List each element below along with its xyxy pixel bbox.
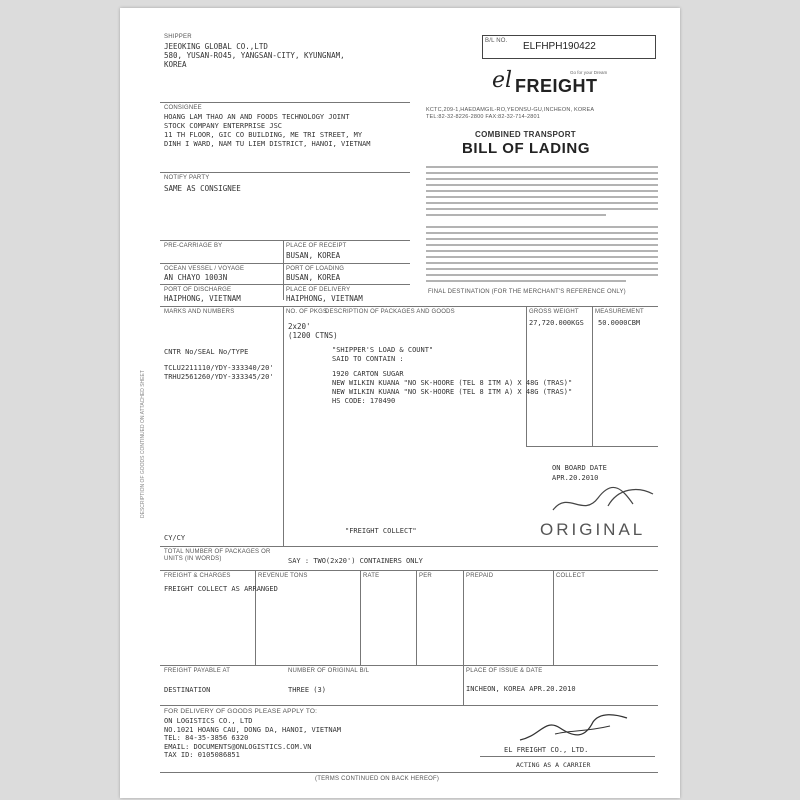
consignee-line: HOANG LAM THAO AN AND FOODS TECHNOLOGY JOINT (164, 113, 350, 121)
shipper-line: JEEOKING GLOBAL CO.,LTD (164, 42, 268, 51)
divider (526, 446, 658, 447)
divider (553, 570, 554, 665)
divider (160, 570, 658, 571)
notify-label: NOTIFY PARTY (164, 175, 210, 181)
place-delivery-value: HAIPHONG, VIETNAM (286, 294, 363, 303)
divider (160, 705, 658, 706)
cy-term: CY/CY (164, 534, 186, 542)
divider (160, 263, 410, 264)
logo-freight: FREIGHT (515, 76, 598, 96)
freight-collect-note: "FREIGHT COLLECT" (345, 527, 417, 535)
onboard-date: APR.20.2010 (552, 474, 599, 482)
vessel-label: OCEAN VESSEL / VOYAGE (164, 266, 245, 272)
divider (160, 172, 410, 173)
measurement-header: MEASUREMENT (595, 309, 644, 315)
place-receipt-label: PLACE OF RECEIPT (286, 243, 347, 249)
signature-line (480, 756, 655, 757)
terms-fine-print-2 (426, 224, 658, 288)
divider (463, 570, 464, 665)
notify-value: SAME AS CONSIGNEE (164, 184, 241, 193)
consignee-block (164, 113, 371, 149)
divider (463, 665, 464, 705)
shipper-block (164, 42, 345, 69)
goods-line: 1920 CARTON SUGAR (332, 370, 404, 378)
goods-description (332, 346, 572, 406)
consignee-line: STOCK COMPANY ENTERPRISE JSC (164, 122, 283, 130)
delivery-line: NO.1021 HOANG CAU, DONG DA, HANOI, VIETNAM (164, 725, 342, 734)
bill-of-lading-document (120, 8, 680, 798)
consignee-line: DINH I WARD, NAM TU LIEM DISTRICT, HANOI, VIETNAM (164, 140, 371, 148)
divider (160, 284, 410, 285)
final-destination-label: FINAL DESTINATION (FOR THE MERCHANT'S REFERENCE ONLY) (428, 289, 626, 295)
place-issue-label: PLACE OF ISSUE & DATE (466, 668, 543, 674)
pkgs-header: NO. OF PKGS (286, 309, 328, 315)
port-discharge-value: HAIPHONG, VIETNAM (164, 294, 241, 303)
num-originals-value: THREE (3) (288, 686, 326, 694)
prepaid-label: PREPAID (466, 573, 494, 579)
delivery-line: TEL: 84-35-3856 6320 (164, 734, 249, 742)
port-loading-value: BUSAN, KOREA (286, 273, 341, 282)
side-text: DESCRIPTION OF GOODS CONTINUED ON ATTACHED SHEET (140, 370, 146, 518)
total-pkgs-label: TOTAL NUMBER OF PACKAGES OR UNITS (IN WORDS) (164, 549, 271, 562)
marks-line: TCLU2211110/YDY-333340/20' (164, 364, 274, 372)
shipper-label: SHIPPER (164, 34, 192, 40)
divider (160, 665, 658, 666)
gross-weight-header: GROSS WEIGHT (529, 309, 579, 315)
container-marks (164, 348, 274, 382)
total-pkgs-value: SAY : TWO(2x20') CONTAINERS ONLY (288, 557, 423, 565)
divider (160, 102, 410, 103)
measurement-value: 50.0000CBM (598, 319, 641, 327)
num-originals-label: NUMBER OF ORIGINAL B/L (288, 668, 370, 674)
onboard-label: ON BOARD DATE (552, 464, 607, 472)
carrier-name: EL FREIGHT CO., LTD. (504, 746, 589, 754)
delivery-apply-label: FOR DELIVERY OF GOODS PLEASE APPLY TO: (164, 708, 318, 715)
side-vertical-text (140, 328, 150, 528)
logo-el-mark: el (492, 68, 513, 93)
divider (592, 306, 593, 446)
divider (160, 546, 658, 547)
port-loading-label: PORT OF LOADING (286, 266, 345, 272)
company-contact: TEL:82-32-8226-2800 FAX:82-32-714-2801 (426, 114, 541, 120)
marks-line: CNTR No/SEAL No/TYPE (164, 348, 249, 356)
pre-carriage-label: PRE-CARRIAGE BY (164, 243, 223, 249)
shipper-line: KOREA (164, 60, 187, 69)
per-label: PER (419, 573, 432, 579)
vessel-value: AN CHAYO 1003N (164, 273, 228, 282)
divider (160, 772, 658, 773)
freight-payable-value: DESTINATION (164, 686, 211, 694)
company-address: KCTC,209-1,HAEDAMGIL-RO,YEONSU-GU,INCHEON, KOREA (426, 107, 595, 113)
collect-label: COLLECT (556, 573, 586, 579)
divider (160, 240, 410, 241)
delivery-line: EMAIL: DOCUMENTS@ONLOGISTICS.COM.VN (164, 742, 312, 751)
original-stamp: ORIGINAL (540, 520, 646, 539)
marks-line: TRHU2561260/YDY-333345/20' (164, 373, 274, 381)
carrier-role: ACTING AS A CARRIER (516, 761, 591, 769)
consignee-label: CONSIGNEE (164, 105, 202, 111)
doc-subtitle: COMBINED TRANSPORT (475, 130, 576, 139)
delivery-line: ON LOGISTICS CO., LTD (164, 717, 253, 725)
freight-charges-label: FREIGHT & CHARGES (164, 573, 231, 579)
place-issue-value: INCHEON, KOREA APR.20.2010 (466, 685, 576, 693)
bl-number-box (482, 35, 656, 59)
goods-line: HS CODE: 170490 (332, 397, 396, 405)
goods-line: NEW WILKIN KUANA "NO SK-HOORE (TEL 8 ITM A) X 48G (TRAS)" (332, 388, 573, 396)
divider (283, 306, 284, 546)
desc-header: DESCRIPTION OF PACKAGES AND GOODS (325, 309, 455, 315)
place-receipt-value: BUSAN, KOREA (286, 251, 341, 260)
logo-tagline: Go for your Dream (570, 70, 608, 75)
freight-charges-value: FREIGHT COLLECT AS ARRANGED (164, 585, 278, 593)
divider (160, 306, 658, 307)
fine-print-lines (426, 164, 658, 220)
goods-line: "SHIPPER'S LOAD & COUNT" (332, 346, 434, 354)
shipper-line: 580, YUSAN-RO45, YANGSAN-CITY, KYUNGNAM, (164, 51, 345, 60)
consignee-line: 11 TH FLOOR, GIC CO BUILDING, ME TRI STREET, MY (164, 131, 363, 139)
bl-no-label: B/L NO. (485, 38, 508, 44)
port-discharge-label: PORT OF DISCHARGE (164, 287, 232, 293)
revenue-tons-label: REVENUE TONS (258, 573, 308, 579)
divider (283, 240, 284, 300)
divider (416, 570, 417, 665)
pkgs-block (288, 322, 338, 340)
marks-header: MARKS AND NUMBERS (164, 309, 235, 315)
onboard-signature (548, 480, 658, 520)
delivery-line: TAX ID: 0105086851 (164, 751, 240, 759)
delivery-agent-block (164, 717, 341, 760)
rate-label: RATE (363, 573, 380, 579)
terms-fine-print-1 (426, 164, 658, 220)
place-delivery-label: PLACE OF DELIVERY (286, 287, 351, 293)
freight-payable-label: FREIGHT PAYABLE AT (164, 668, 231, 674)
gross-weight-value: 27,720.000KGS (529, 319, 584, 327)
bl-number: ELFHPH190422 (523, 41, 596, 52)
fine-print-lines (426, 224, 658, 288)
pkgs-line: (1200 CTNS) (288, 331, 338, 340)
divider (360, 570, 361, 665)
goods-line: NEW WILKIN KUANA "NO SK-HOORE (TEL 8 ITM A) X 48G (TRAS)" (332, 379, 573, 387)
goods-line: SAID TO CONTAIN : (332, 355, 404, 363)
pkgs-line: 2x20' (288, 322, 311, 331)
footer-note: (TERMS CONTINUED ON BACK HEREOF) (315, 776, 440, 782)
doc-title: BILL OF LADING (462, 140, 591, 157)
carrier-signature (515, 708, 635, 748)
